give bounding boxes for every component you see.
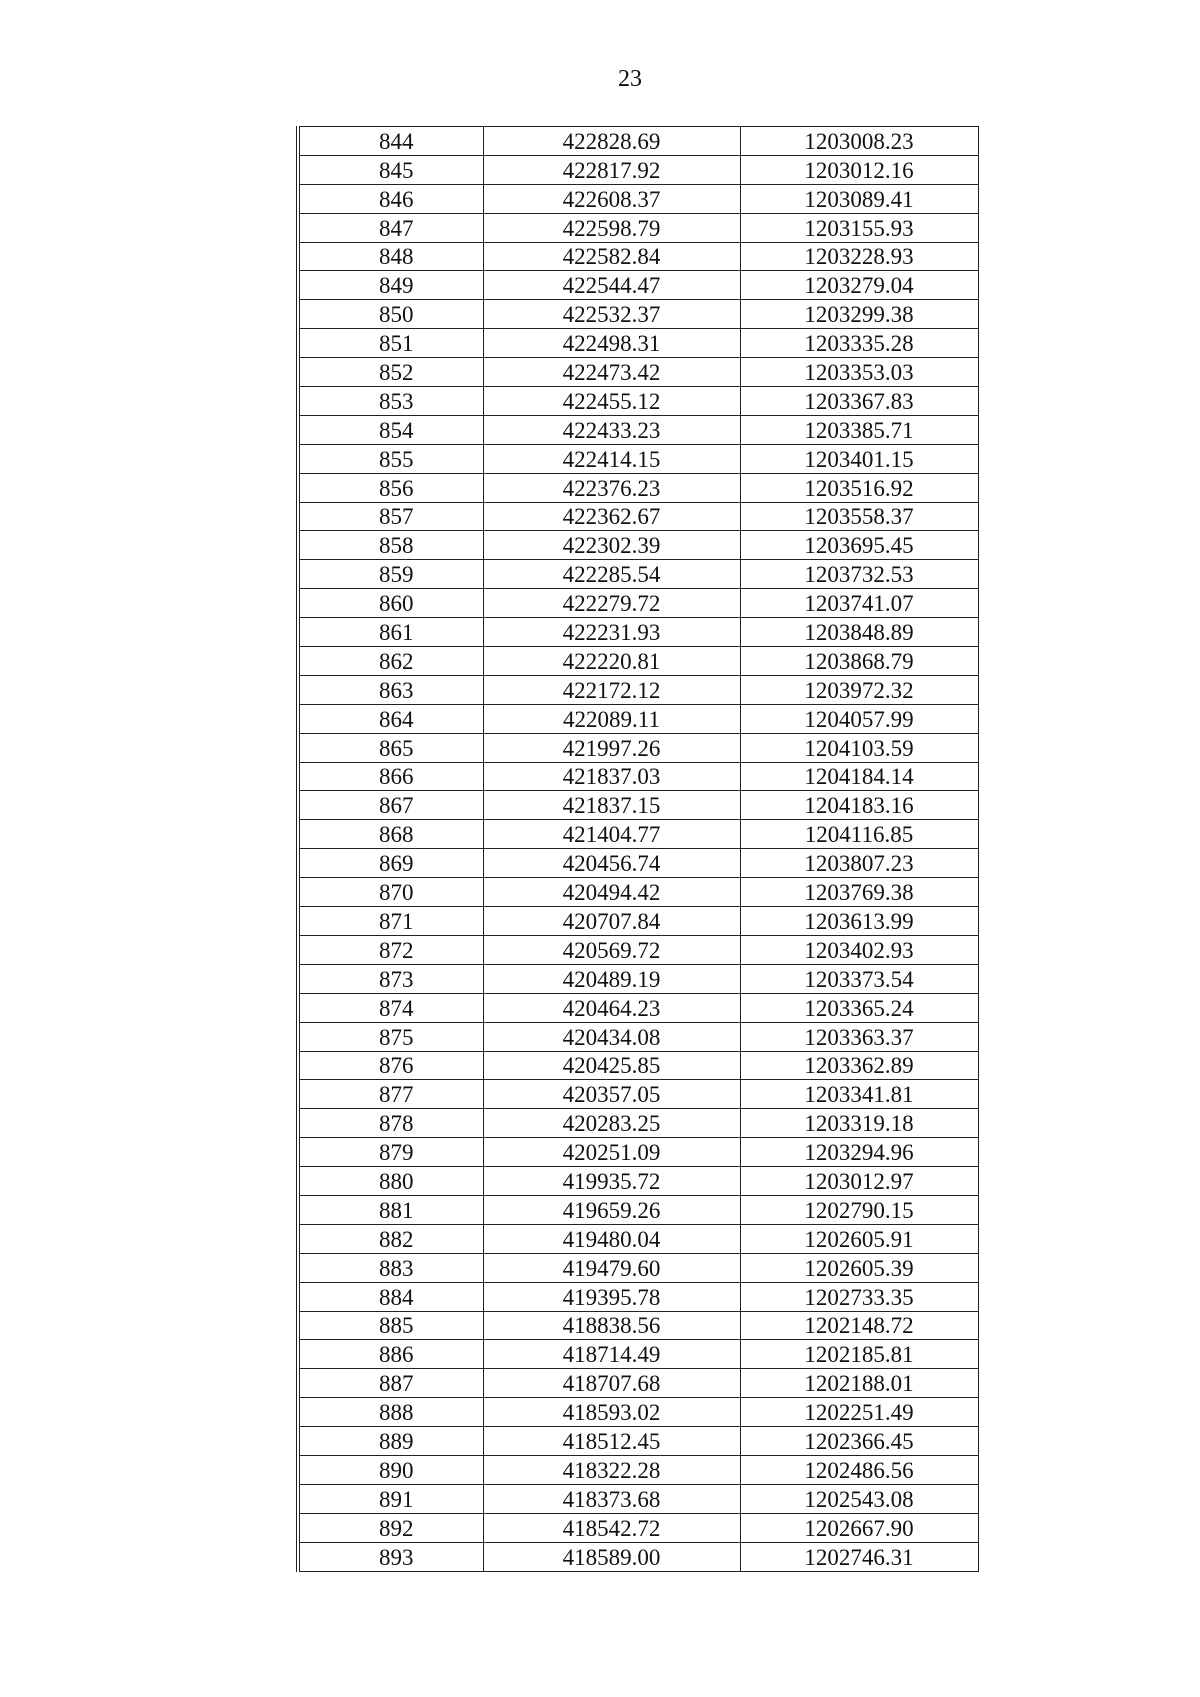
- point-number-cell: 880: [298, 1167, 483, 1196]
- point-number-cell: 863: [298, 675, 483, 704]
- table-row: [298, 184, 978, 213]
- point-number-cell: 878: [298, 1109, 483, 1138]
- y-coordinate-cell: 1203319.18: [740, 1109, 978, 1138]
- x-coordinate-cell: 422608.37: [483, 184, 740, 213]
- table-row: [298, 1398, 978, 1427]
- table-row: [298, 502, 978, 531]
- point-number-cell: 888: [298, 1398, 483, 1427]
- point-number-cell: 861: [298, 618, 483, 647]
- y-coordinate-cell: 1202251.49: [740, 1398, 978, 1427]
- y-coordinate-cell: 1203294.96: [740, 1138, 978, 1167]
- y-coordinate-cell: 1202148.72: [740, 1311, 978, 1340]
- table-row: [298, 733, 978, 762]
- point-number-cell: 877: [298, 1080, 483, 1109]
- table-row: [298, 473, 978, 502]
- page-number: 23: [618, 66, 642, 92]
- y-coordinate-cell: 1203741.07: [740, 589, 978, 618]
- x-coordinate-cell: 422414.15: [483, 444, 740, 473]
- table-row: [298, 1340, 978, 1369]
- point-number-cell: 874: [298, 993, 483, 1022]
- table-row: [298, 964, 978, 993]
- y-coordinate-cell: 1203089.41: [740, 184, 978, 213]
- table-body: [298, 127, 978, 1572]
- x-coordinate-cell: 420494.42: [483, 878, 740, 907]
- point-number-cell: 848: [298, 242, 483, 271]
- point-number-cell: 879: [298, 1138, 483, 1167]
- y-coordinate-cell: 1203299.38: [740, 300, 978, 329]
- point-number-cell: 892: [298, 1513, 483, 1542]
- x-coordinate-cell: 422302.39: [483, 531, 740, 560]
- y-coordinate-cell: 1203008.23: [740, 127, 978, 156]
- table-row: [298, 1513, 978, 1542]
- x-coordinate-cell: 420283.25: [483, 1109, 740, 1138]
- point-number-cell: 860: [298, 589, 483, 618]
- y-coordinate-cell: 1204184.14: [740, 762, 978, 791]
- x-coordinate-cell: 422220.81: [483, 647, 740, 676]
- table-row: [298, 849, 978, 878]
- y-coordinate-cell: 1203613.99: [740, 907, 978, 936]
- table-row: [298, 213, 978, 242]
- table-row: [298, 762, 978, 791]
- y-coordinate-cell: 1203558.37: [740, 502, 978, 531]
- table-row: [298, 387, 978, 416]
- table-row: [298, 531, 978, 560]
- x-coordinate-cell: 422544.47: [483, 271, 740, 300]
- x-coordinate-cell: 422817.92: [483, 155, 740, 184]
- y-coordinate-cell: 1203012.97: [740, 1167, 978, 1196]
- table-row: [298, 155, 978, 184]
- table-row: [298, 1369, 978, 1398]
- point-number-cell: 893: [298, 1542, 483, 1571]
- table-row: [298, 618, 978, 647]
- y-coordinate-cell: 1203335.28: [740, 329, 978, 358]
- x-coordinate-cell: 419480.04: [483, 1224, 740, 1253]
- table-row: [298, 1282, 978, 1311]
- x-coordinate-cell: 422285.54: [483, 560, 740, 589]
- y-coordinate-cell: 1202366.45: [740, 1427, 978, 1456]
- x-coordinate-cell: 422433.23: [483, 415, 740, 444]
- y-coordinate-cell: 1203353.03: [740, 358, 978, 387]
- point-number-cell: 885: [298, 1311, 483, 1340]
- y-coordinate-cell: 1204103.59: [740, 733, 978, 762]
- y-coordinate-cell: 1203769.38: [740, 878, 978, 907]
- y-coordinate-cell: 1203695.45: [740, 531, 978, 560]
- point-number-cell: 859: [298, 560, 483, 589]
- point-number-cell: 857: [298, 502, 483, 531]
- x-coordinate-cell: 422473.42: [483, 358, 740, 387]
- point-number-cell: 876: [298, 1051, 483, 1080]
- y-coordinate-cell: 1203868.79: [740, 647, 978, 676]
- table-row: [298, 560, 978, 589]
- y-coordinate-cell: 1203365.24: [740, 993, 978, 1022]
- x-coordinate-cell: 422362.67: [483, 502, 740, 531]
- x-coordinate-cell: 422455.12: [483, 387, 740, 416]
- table-row: [298, 878, 978, 907]
- x-coordinate-cell: 420707.84: [483, 907, 740, 936]
- x-coordinate-cell: 418542.72: [483, 1513, 740, 1542]
- table-row: [298, 1051, 978, 1080]
- table-row: [298, 1311, 978, 1340]
- point-number-cell: 890: [298, 1455, 483, 1484]
- x-coordinate-cell: 422532.37: [483, 300, 740, 329]
- table-row: [298, 1542, 978, 1571]
- y-coordinate-cell: 1203228.93: [740, 242, 978, 271]
- point-number-cell: 866: [298, 762, 483, 791]
- point-number-cell: 862: [298, 647, 483, 676]
- y-coordinate-cell: 1202185.81: [740, 1340, 978, 1369]
- y-coordinate-cell: 1203807.23: [740, 849, 978, 878]
- table-row: [298, 1080, 978, 1109]
- table-row: [298, 1224, 978, 1253]
- table-row: [298, 1484, 978, 1513]
- y-coordinate-cell: 1202790.15: [740, 1195, 978, 1224]
- x-coordinate-cell: 419395.78: [483, 1282, 740, 1311]
- y-coordinate-cell: 1203367.83: [740, 387, 978, 416]
- x-coordinate-cell: 419935.72: [483, 1167, 740, 1196]
- x-coordinate-cell: 422231.93: [483, 618, 740, 647]
- point-number-cell: 870: [298, 878, 483, 907]
- y-coordinate-cell: 1204057.99: [740, 704, 978, 733]
- point-number-cell: 882: [298, 1224, 483, 1253]
- point-number-cell: 852: [298, 358, 483, 387]
- point-number-cell: 881: [298, 1195, 483, 1224]
- y-coordinate-cell: 1202746.31: [740, 1542, 978, 1571]
- table-row: [298, 1167, 978, 1196]
- point-number-cell: 865: [298, 733, 483, 762]
- x-coordinate-cell: 420464.23: [483, 993, 740, 1022]
- x-coordinate-cell: 422279.72: [483, 589, 740, 618]
- y-coordinate-cell: 1203972.32: [740, 675, 978, 704]
- x-coordinate-cell: 420569.72: [483, 935, 740, 964]
- point-number-cell: 847: [298, 213, 483, 242]
- table-row: [298, 329, 978, 358]
- x-coordinate-cell: 422376.23: [483, 473, 740, 502]
- table-row: [298, 589, 978, 618]
- y-coordinate-cell: 1203516.92: [740, 473, 978, 502]
- x-coordinate-cell: 422089.11: [483, 704, 740, 733]
- table-row: [298, 1455, 978, 1484]
- y-coordinate-cell: 1203279.04: [740, 271, 978, 300]
- point-number-cell: 884: [298, 1282, 483, 1311]
- y-coordinate-cell: 1203401.15: [740, 444, 978, 473]
- x-coordinate-cell: 418373.68: [483, 1484, 740, 1513]
- x-coordinate-cell: 422828.69: [483, 127, 740, 156]
- table-row: [298, 675, 978, 704]
- x-coordinate-cell: 421404.77: [483, 820, 740, 849]
- point-number-cell: 873: [298, 964, 483, 993]
- point-number-cell: 855: [298, 444, 483, 473]
- y-coordinate-cell: 1203848.89: [740, 618, 978, 647]
- x-coordinate-cell: 422598.79: [483, 213, 740, 242]
- point-number-cell: 867: [298, 791, 483, 820]
- point-number-cell: 850: [298, 300, 483, 329]
- table-row: [298, 242, 978, 271]
- y-coordinate-cell: 1203385.71: [740, 415, 978, 444]
- point-number-cell: 854: [298, 415, 483, 444]
- y-coordinate-cell: 1202733.35: [740, 1282, 978, 1311]
- table-row: [298, 271, 978, 300]
- table-row: [298, 935, 978, 964]
- x-coordinate-cell: 418589.00: [483, 1542, 740, 1571]
- point-number-cell: 869: [298, 849, 483, 878]
- point-number-cell: 849: [298, 271, 483, 300]
- table-row: [298, 907, 978, 936]
- y-coordinate-cell: 1203012.16: [740, 155, 978, 184]
- point-number-cell: 846: [298, 184, 483, 213]
- table-row: [298, 647, 978, 676]
- point-number-cell: 872: [298, 935, 483, 964]
- x-coordinate-cell: 422498.31: [483, 329, 740, 358]
- point-number-cell: 871: [298, 907, 483, 936]
- y-coordinate-cell: 1203363.37: [740, 1022, 978, 1051]
- point-number-cell: 845: [298, 155, 483, 184]
- x-coordinate-cell: 419479.60: [483, 1253, 740, 1282]
- coordinates-table: [296, 126, 979, 1572]
- y-coordinate-cell: 1204116.85: [740, 820, 978, 849]
- table-row: [298, 1022, 978, 1051]
- point-number-cell: 875: [298, 1022, 483, 1051]
- x-coordinate-cell: 420456.74: [483, 849, 740, 878]
- point-number-cell: 891: [298, 1484, 483, 1513]
- x-coordinate-cell: 420425.85: [483, 1051, 740, 1080]
- y-coordinate-cell: 1202667.90: [740, 1513, 978, 1542]
- y-coordinate-cell: 1202543.08: [740, 1484, 978, 1513]
- y-coordinate-cell: 1202605.39: [740, 1253, 978, 1282]
- x-coordinate-cell: 418838.56: [483, 1311, 740, 1340]
- y-coordinate-cell: 1204183.16: [740, 791, 978, 820]
- y-coordinate-cell: 1202605.91: [740, 1224, 978, 1253]
- x-coordinate-cell: 421837.03: [483, 762, 740, 791]
- x-coordinate-cell: 418707.68: [483, 1369, 740, 1398]
- x-coordinate-cell: 421997.26: [483, 733, 740, 762]
- point-number-cell: 858: [298, 531, 483, 560]
- x-coordinate-cell: 418593.02: [483, 1398, 740, 1427]
- x-coordinate-cell: 420357.05: [483, 1080, 740, 1109]
- x-coordinate-cell: 421837.15: [483, 791, 740, 820]
- table-row: [298, 791, 978, 820]
- table-row: [298, 1253, 978, 1282]
- x-coordinate-cell: 422582.84: [483, 242, 740, 271]
- table-row: [298, 993, 978, 1022]
- table-row: [298, 300, 978, 329]
- x-coordinate-cell: 420489.19: [483, 964, 740, 993]
- point-number-cell: 864: [298, 704, 483, 733]
- table-row: [298, 415, 978, 444]
- x-coordinate-cell: 419659.26: [483, 1195, 740, 1224]
- table-row: [298, 1427, 978, 1456]
- table-row: [298, 1138, 978, 1167]
- x-coordinate-cell: 422172.12: [483, 675, 740, 704]
- point-number-cell: 844: [298, 127, 483, 156]
- table-row: [298, 1109, 978, 1138]
- point-number-cell: 887: [298, 1369, 483, 1398]
- point-number-cell: 856: [298, 473, 483, 502]
- y-coordinate-cell: 1203362.89: [740, 1051, 978, 1080]
- y-coordinate-cell: 1203732.53: [740, 560, 978, 589]
- table-row: [298, 1195, 978, 1224]
- table-row: [298, 704, 978, 733]
- y-coordinate-cell: 1203402.93: [740, 935, 978, 964]
- y-coordinate-cell: 1202188.01: [740, 1369, 978, 1398]
- table-row: [298, 820, 978, 849]
- x-coordinate-cell: 420251.09: [483, 1138, 740, 1167]
- table-row: [298, 444, 978, 473]
- y-coordinate-cell: 1203341.81: [740, 1080, 978, 1109]
- point-number-cell: 889: [298, 1427, 483, 1456]
- point-number-cell: 851: [298, 329, 483, 358]
- x-coordinate-cell: 418714.49: [483, 1340, 740, 1369]
- x-coordinate-cell: 418512.45: [483, 1427, 740, 1456]
- y-coordinate-cell: 1203373.54: [740, 964, 978, 993]
- point-number-cell: 886: [298, 1340, 483, 1369]
- x-coordinate-cell: 418322.28: [483, 1455, 740, 1484]
- x-coordinate-cell: 420434.08: [483, 1022, 740, 1051]
- point-number-cell: 868: [298, 820, 483, 849]
- point-number-cell: 853: [298, 387, 483, 416]
- table-row: [298, 127, 978, 156]
- y-coordinate-cell: 1203155.93: [740, 213, 978, 242]
- table-row: [298, 358, 978, 387]
- point-number-cell: 883: [298, 1253, 483, 1282]
- y-coordinate-cell: 1202486.56: [740, 1455, 978, 1484]
